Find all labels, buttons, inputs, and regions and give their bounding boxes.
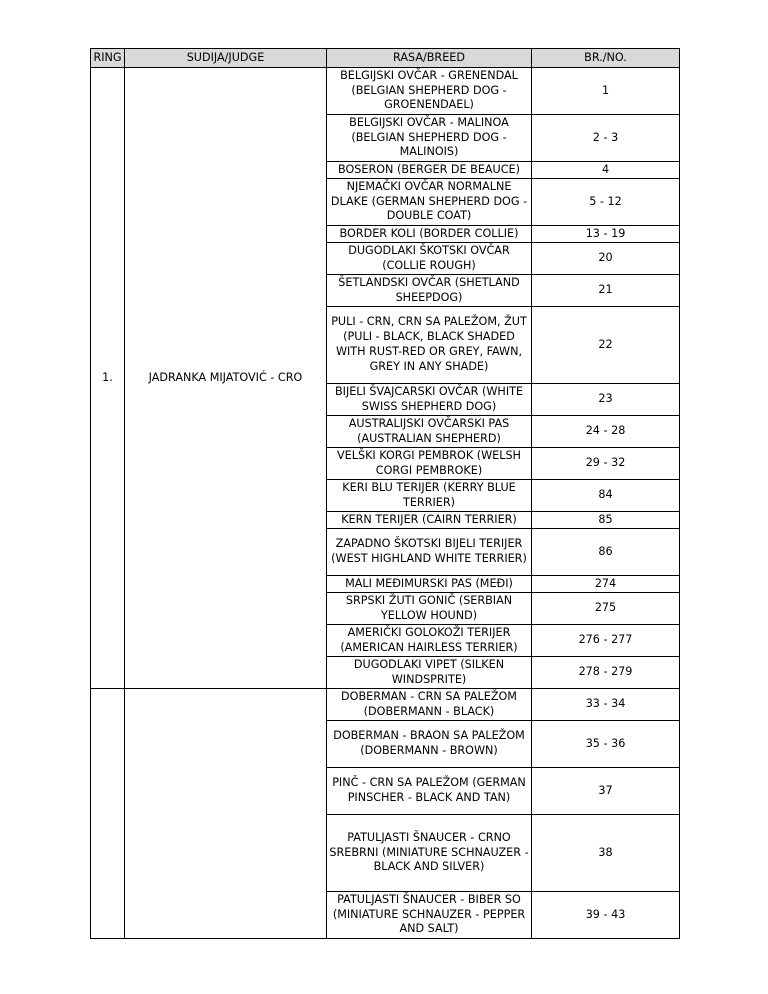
breed-cell: BIJELI ŠVAJCARSKI OVČAR (WHITE SWISS SHEPHERD DOG) — [327, 384, 532, 416]
header-row — [91, 49, 680, 68]
breed-cell: PINČ - CRN SA PALEŽOM (GERMAN PINSCHER - BLACK AND TAN) — [327, 768, 532, 815]
table-row — [91, 689, 680, 721]
catalog-number-cell: 29 - 32 — [532, 448, 680, 480]
ring-number-cell — [91, 689, 125, 939]
catalog-number-cell: 35 - 36 — [532, 721, 680, 768]
catalog-number-cell: 24 - 28 — [532, 416, 680, 448]
catalog-number-cell: 86 — [532, 529, 680, 576]
catalog-number-cell: 274 — [532, 576, 680, 593]
catalog-number-cell: 1 — [532, 68, 680, 115]
judge-name-cell: JADRANKA MIJATOVIĆ - CRO — [125, 68, 327, 689]
catalog-number-cell: 278 - 279 — [532, 657, 680, 689]
judging-schedule-table — [90, 48, 680, 939]
breed-cell: KERN TERIJER (CAIRN TERRIER) — [327, 512, 532, 529]
header-ring: RING — [91, 49, 125, 68]
catalog-number-cell: 85 — [532, 512, 680, 529]
breed-cell: PATULJASTI ŠNAUCER - BIBER SO (MINIATURE SCHNAUZER - PEPPER AND SALT) — [327, 892, 532, 939]
catalog-number-cell: 33 - 34 — [532, 689, 680, 721]
breed-cell: PULI - CRN, CRN SA PALEŽOM, ŽUT (PULI - BLACK, BLACK SHADED WITH RUST-RED OR GREY, FAWN, GREY IN ANY SHADE) — [327, 307, 532, 384]
catalog-number-cell: 13 - 19 — [532, 226, 680, 243]
catalog-number-cell: 20 — [532, 243, 680, 275]
catalog-number-cell: 276 - 277 — [532, 625, 680, 657]
catalog-number-cell: 23 — [532, 384, 680, 416]
catalog-number-cell: 2 - 3 — [532, 115, 680, 162]
breed-cell: ŠETLANDSKI OVČAR (SHETLAND SHEEPDOG) — [327, 275, 532, 307]
breed-cell: DOBERMAN - CRN SA PALEŽOM (DOBERMANN - BLACK) — [327, 689, 532, 721]
table-row — [91, 68, 680, 115]
catalog-number-cell: 37 — [532, 768, 680, 815]
catalog-number-cell: 84 — [532, 480, 680, 512]
breed-cell: BOSERON (BERGER DE BEAUCE) — [327, 162, 532, 179]
header-judge: SUDIJA/JUDGE — [125, 49, 327, 68]
breed-cell: KERI BLU TERIJER (KERRY BLUE TERRIER) — [327, 480, 532, 512]
breed-cell: AMERIČKI GOLOKOŽI TERIJER (AMERICAN HAIRLESS TERRIER) — [327, 625, 532, 657]
catalog-number-cell: 4 — [532, 162, 680, 179]
breed-cell: DUGODLAKI VIPET (SILKEN WINDSPRITE) — [327, 657, 532, 689]
breed-cell: PATULJASTI ŠNAUCER - CRNO SREBRNI (MINIATURE SCHNAUZER - BLACK AND SILVER) — [327, 815, 532, 892]
breed-cell: NJEMAČKI OVČAR NORMALNE DLAKE (GERMAN SHEPHERD DOG - DOUBLE COAT) — [327, 179, 532, 226]
ring-number-cell: 1. — [91, 68, 125, 689]
header-number: BR./NO. — [532, 49, 680, 68]
breed-cell: VELŠKI KORGI PEMBROK (WELSH CORGI PEMBROKE) — [327, 448, 532, 480]
breed-cell: BORDER KOLI (BORDER COLLIE) — [327, 226, 532, 243]
breed-cell: BELGIJSKI OVČAR - MALINOA (BELGIAN SHEPHERD DOG - MALINOIS) — [327, 115, 532, 162]
catalog-number-cell: 22 — [532, 307, 680, 384]
catalog-number-cell: 275 — [532, 593, 680, 625]
header-breed: RASA/BREED — [327, 49, 532, 68]
breed-cell: DUGODLAKI ŠKOTSKI OVČAR (COLLIE ROUGH) — [327, 243, 532, 275]
catalog-number-cell: 38 — [532, 815, 680, 892]
catalog-number-cell: 5 - 12 — [532, 179, 680, 226]
breed-cell: AUSTRALIJSKI OVČARSKI PAS (AUSTRALIAN SHEPHERD) — [327, 416, 532, 448]
breed-cell: MALI MEĐIMURSKI PAS (MEĐI) — [327, 576, 532, 593]
breed-cell: ZAPADNO ŠKOTSKI BIJELI TERIJER (WEST HIGHLAND WHITE TERRIER) — [327, 529, 532, 576]
catalog-number-cell: 21 — [532, 275, 680, 307]
breed-cell: BELGIJSKI OVČAR - GRENENDAL (BELGIAN SHEPHERD DOG - GROENENDAEL) — [327, 68, 532, 115]
breed-cell: DOBERMAN - BRAON SA PALEŽOM (DOBERMANN - BROWN) — [327, 721, 532, 768]
judge-name-cell — [125, 689, 327, 939]
catalog-number-cell: 39 - 43 — [532, 892, 680, 939]
breed-cell: SRPSKI ŽUTI GONIČ (SERBIAN YELLOW HOUND) — [327, 593, 532, 625]
